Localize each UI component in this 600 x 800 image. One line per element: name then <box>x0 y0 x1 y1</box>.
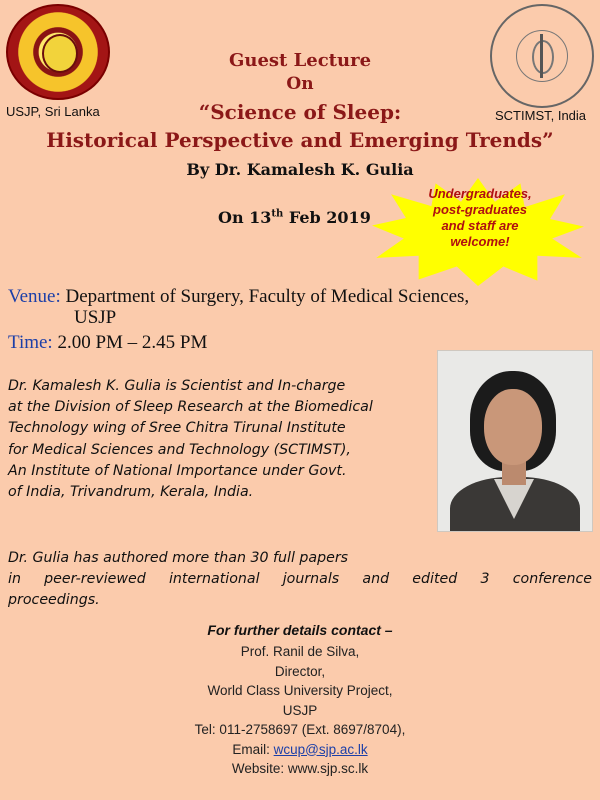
lecture-date: On 13th Feb 2019 <box>218 208 371 227</box>
speaker-publications: Dr. Gulia has authored more than 30 full papers in peer-reviewed international journals and edited 3 conference proceedings. <box>8 550 592 609</box>
speaker-bio: Dr. Kamalesh K. Gulia is Scientist and In-charge at the Division of Sleep Research at the Biomedical Technology wing of Sree Chitra Tirunal Institute for Medical Sciences and Technology (SCTIMST), An Institute of National Importance under Govt. of India, Trivandrum, Kerala, India. <box>8 378 373 501</box>
lecture-title-line2: Historical Perspective and Emerging Trends” <box>46 128 554 152</box>
lecture-title-line1: “Science of Sleep: <box>198 100 402 124</box>
contact-tel: Tel: 011-2758697 (Ext. 8697/8704), <box>194 722 406 737</box>
contact-heading: For further details contact – <box>207 622 393 638</box>
contact-role: Director, <box>274 663 326 679</box>
contact-project: World Class University Project, <box>207 683 393 698</box>
sctimst-caption: SCTIMST, India <box>495 108 587 123</box>
welcome-text: Undergraduates, post-graduates and staff are welcome! <box>428 186 532 249</box>
on-heading: On <box>286 74 314 94</box>
guest-lecture-heading: Guest Lecture <box>228 50 372 71</box>
time-line: Time: 2.00 PM – 2.45 PM <box>8 332 208 353</box>
venue-line: Venue: Department of Surgery, Faculty of Medical Sciences, <box>8 286 470 307</box>
contact-website: Website: www.sjp.sc.lk <box>231 761 369 776</box>
contact-details <box>0 642 600 779</box>
contact-org: USJP <box>282 702 318 718</box>
venue-line2: USJP <box>74 307 117 328</box>
contact-name: Prof. Ranil de Silva, <box>240 644 360 659</box>
email-link[interactable]: wcup@sjp.ac.lk <box>273 741 368 757</box>
speaker-photo <box>437 350 593 532</box>
venue-time-block <box>8 286 588 353</box>
contact-email-line: Email: wcup@sjp.ac.lk <box>232 741 368 757</box>
speaker-name: By Dr. Kamalesh K. Gulia <box>186 160 414 179</box>
usjp-caption: USJP, Sri Lanka <box>6 104 100 119</box>
